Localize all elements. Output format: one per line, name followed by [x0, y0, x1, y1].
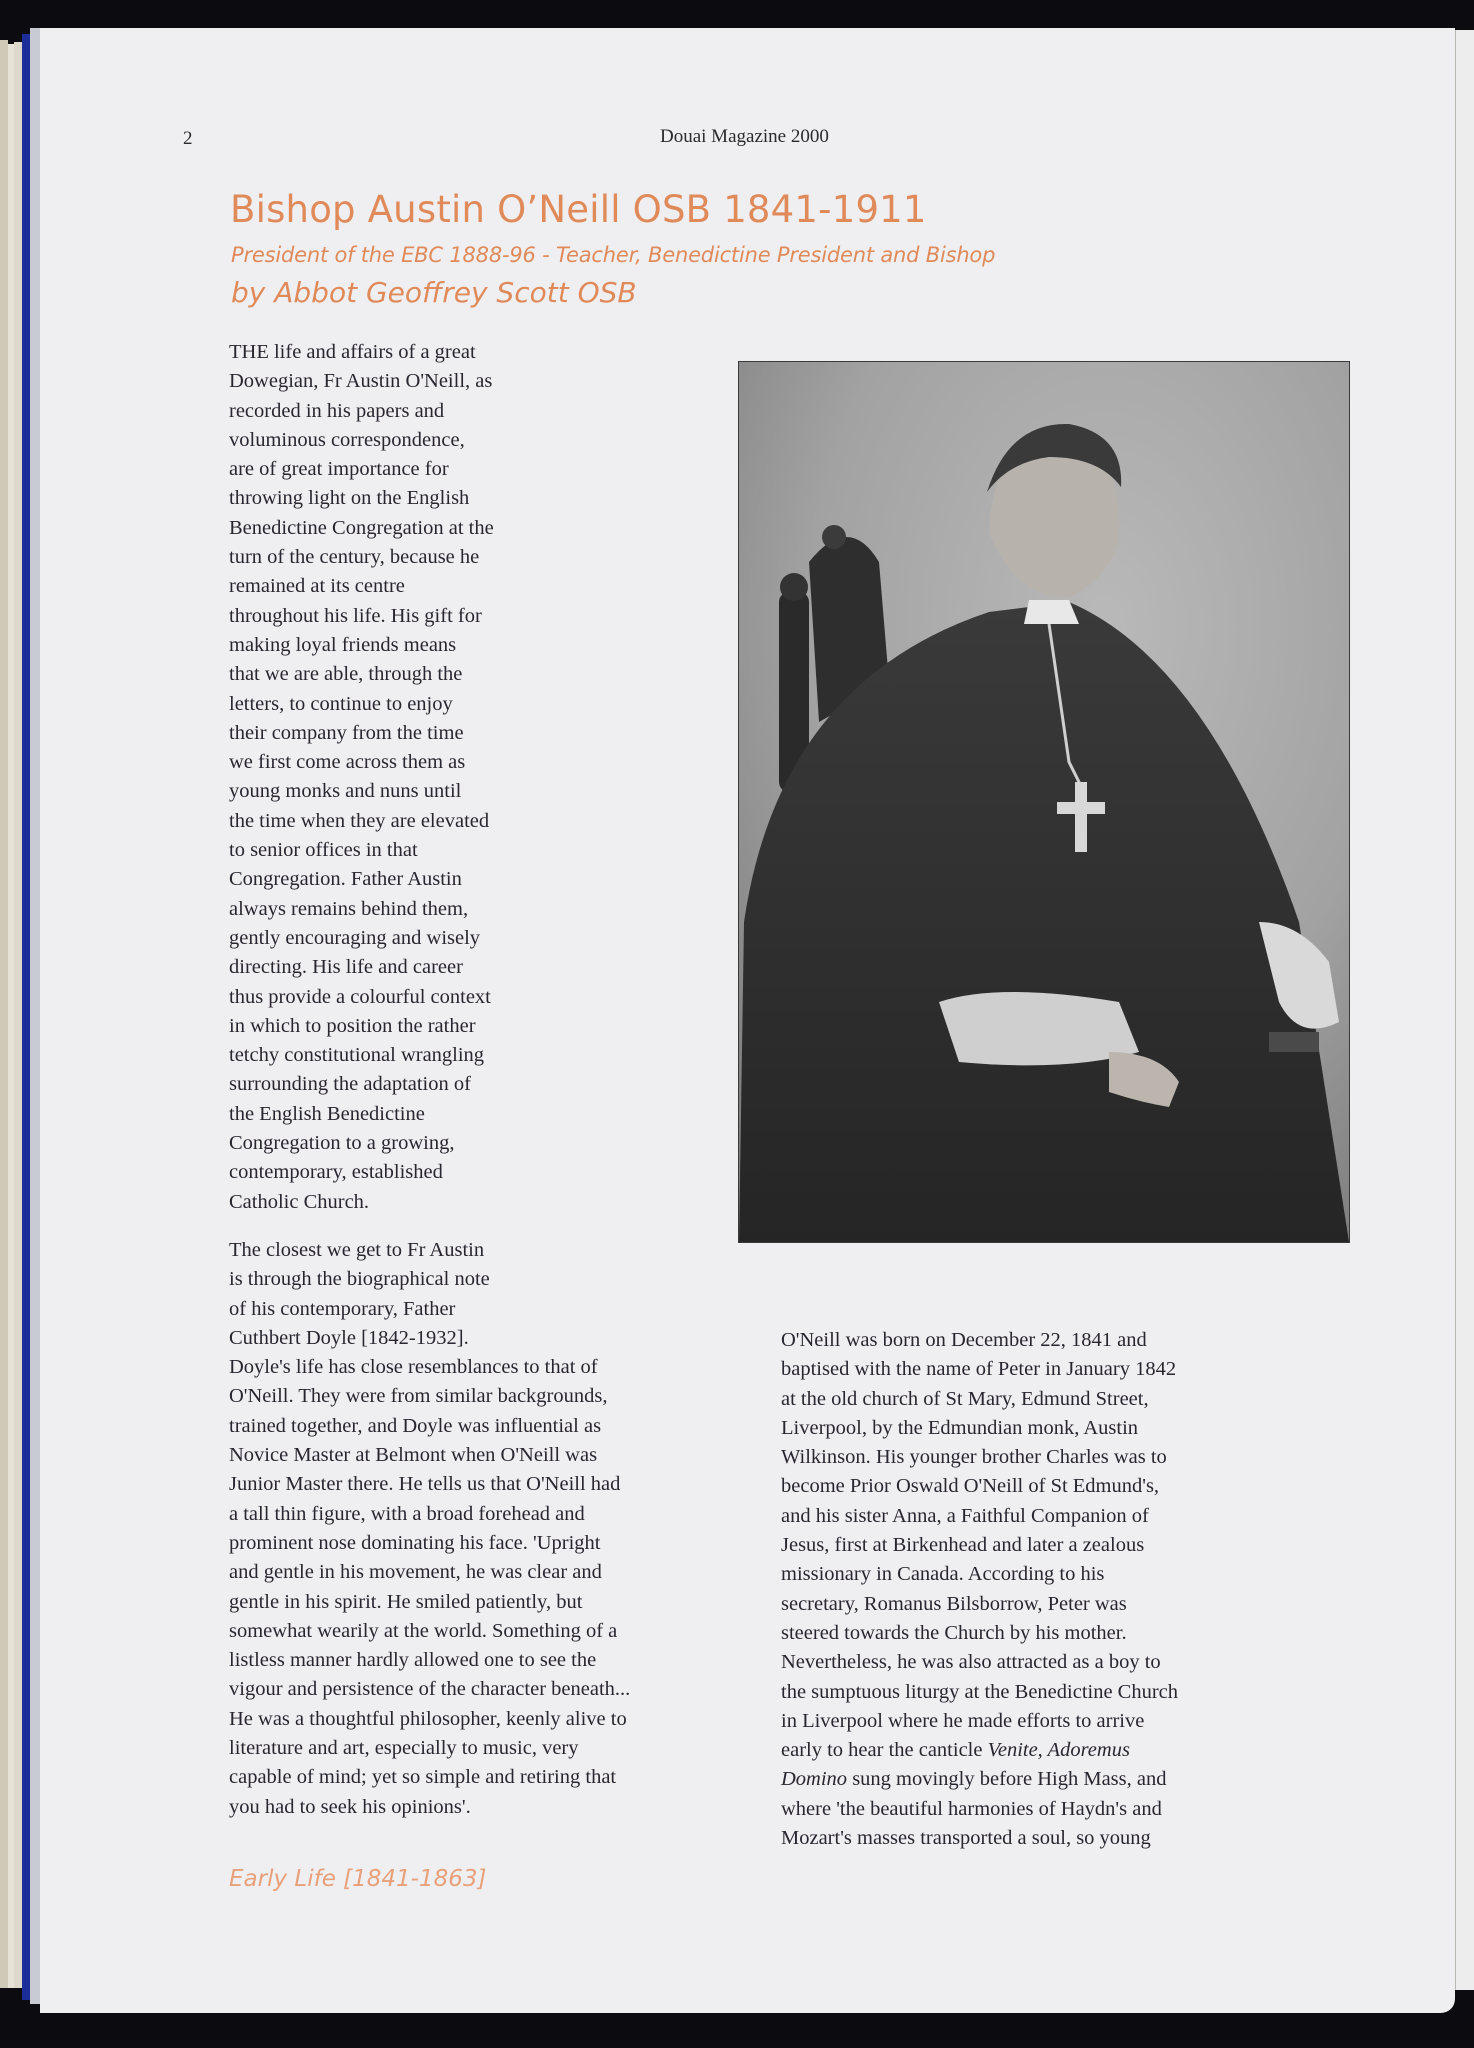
text-line: somewhat wearily at the world. Something of a [229, 1619, 618, 1642]
text-line: contemporary, established [229, 1161, 443, 1184]
text-line: where 'the beautiful harmonies of Haydn's and [781, 1797, 1162, 1820]
text-line: young monks and nuns until [229, 780, 462, 803]
text-line: Catholic Church. [229, 1190, 370, 1213]
article-byline: by Abbot Geoffrey Scott OSB [231, 276, 637, 309]
text-line: steered towards the Church by his mother. [781, 1621, 1127, 1644]
paragraph-1 [229, 338, 589, 1217]
text-line: Wilkinson. His younger brother Charles was to [781, 1446, 1167, 1469]
text-line: throughout his life. His gift for [229, 604, 482, 627]
text-line: the sumptuous liturgy at the Benedictine Church [781, 1680, 1179, 1703]
text-line: to senior offices in that [229, 839, 418, 862]
text-line: are of great importance for [229, 458, 449, 481]
text-line: a tall thin figure, with a broad forehead and [229, 1502, 585, 1525]
text-line: and gentle in his movement, he was clear and [229, 1561, 602, 1584]
book-page-edge [14, 42, 22, 1988]
latin-title: Venite, Adoremus [987, 1739, 1130, 1762]
text-line: THE life and affairs of a great [229, 341, 476, 363]
text-line: always remains behind them, [229, 897, 469, 920]
text-line: gently encouraging and wisely [229, 926, 481, 949]
text-span: sung movingly before High Mass, and [847, 1768, 1167, 1791]
paragraph-2 [229, 1236, 749, 1822]
text-line: Benedictine Congregation at the [229, 516, 494, 539]
running-title: Douai Magazine 2000 [660, 126, 829, 147]
text-line: is through the biographical note [229, 1268, 490, 1291]
text-line: remained at its centre [229, 575, 405, 598]
text-line: their company from the time [229, 721, 464, 744]
text-line: vigour and persistence of the character beneath... [229, 1678, 631, 1701]
text-line: Dowegian, Fr Austin O'Neill, as [229, 370, 493, 393]
text-line: Cuthbert Doyle [1842-1932]. [229, 1326, 469, 1349]
text-line: and his sister Anna, a Faithful Companion of [781, 1504, 1149, 1527]
text-line: Congregation. Father Austin [229, 868, 462, 891]
text-line: Doyle's life has close resemblances to that of [229, 1356, 598, 1379]
text-line: gentle in his spirit. He smiled patiently, but [229, 1590, 583, 1613]
text-line: Mozart's masses transported a soul, so young [781, 1827, 1151, 1850]
latin-title: Domino [781, 1768, 848, 1791]
text-line: the time when they are elevated [229, 809, 490, 832]
facing-page-edge [1455, 30, 1474, 1990]
paragraph-3 [781, 1326, 1291, 1853]
text-line [781, 1765, 1291, 1794]
article-title: Bishop Austin O’Neill OSB 1841-1911 [230, 188, 927, 231]
text-line: tetchy constitutional wrangling [229, 1044, 485, 1067]
text-line: in which to position the rather [229, 1014, 476, 1037]
text-line: baptised with the name of Peter in January 1842 [781, 1358, 1177, 1381]
text-line: the English Benedictine [229, 1102, 425, 1125]
text-line: listless manner hardly allowed one to see the [229, 1649, 597, 1672]
book-page-edge [0, 40, 8, 1988]
text-line: thus provide a colourful context [229, 985, 491, 1008]
text-line: O'Neill was born on December 22, 1841 and [781, 1329, 1147, 1351]
text-line: The closest we get to Fr Austin [229, 1239, 485, 1261]
text-line: voluminous correspondence, [229, 428, 465, 451]
text-line: recorded in his papers and [229, 399, 445, 422]
text-line: He was a thoughtful philosopher, keenly alive to [229, 1707, 627, 1730]
text-line: literature and art, especially to music, very [229, 1737, 579, 1760]
text-line: Liverpool, by the Edmundian monk, Austin [781, 1416, 1139, 1439]
text-line: secretary, Romanus Bilsborrow, Peter was [781, 1592, 1127, 1615]
text-line: in Liverpool where he made efforts to arrive [781, 1709, 1145, 1732]
text-line: turn of the century, because he [229, 546, 480, 569]
text-line: we first come across them as [229, 751, 466, 774]
text-line: become Prior Oswald O'Neill of St Edmund's, [781, 1475, 1160, 1498]
text-line: missionary in Canada. According to his [781, 1563, 1105, 1586]
book-cover-edge [22, 34, 30, 2000]
text-line: capable of mind; yet so simple and retiring that [229, 1766, 617, 1789]
left-column [229, 338, 589, 1231]
book-page-edge [30, 28, 40, 2004]
text-line: of his contemporary, Father [229, 1297, 456, 1320]
text-line: Jesus, first at Birkenhead and later a zealous [781, 1534, 1145, 1557]
text-line: at the old church of St Mary, Edmund Street, [781, 1387, 1149, 1410]
section-heading: Early Life [1841-1863] [229, 1866, 487, 1892]
portrait-illustration [739, 362, 1349, 1242]
text-line: trained together, and Doyle was influential as [229, 1414, 602, 1437]
text-line: letters, to continue to enjoy [229, 692, 453, 715]
text-line: directing. His life and career [229, 956, 463, 979]
text-line: you had to seek his opinions'. [229, 1795, 471, 1818]
text-line: Congregation to a growing, [229, 1132, 455, 1155]
text-line: throwing light on the English [229, 487, 470, 510]
portrait-photograph [738, 361, 1350, 1243]
text-line: that we are able, through the [229, 663, 463, 686]
text-span: early to hear the canticle [781, 1739, 988, 1762]
text-line [781, 1736, 1291, 1765]
text-line: Novice Master at Belmont when O'Neill was [229, 1444, 598, 1467]
article-subtitle: President of the EBC 1888-96 - Teacher, Benedictine President and Bishop [231, 243, 996, 267]
text-line: making loyal friends means [229, 633, 457, 656]
page-number: 2 [183, 128, 193, 149]
text-line: prominent nose dominating his face. 'Upright [229, 1531, 601, 1554]
text-line: O'Neill. They were from similar backgrounds, [229, 1385, 608, 1408]
text-line: Nevertheless, he was also attracted as a boy to [781, 1651, 1161, 1674]
text-line: surrounding the adaptation of [229, 1073, 471, 1096]
text-line: Junior Master there. He tells us that O'Neill had [229, 1473, 621, 1496]
